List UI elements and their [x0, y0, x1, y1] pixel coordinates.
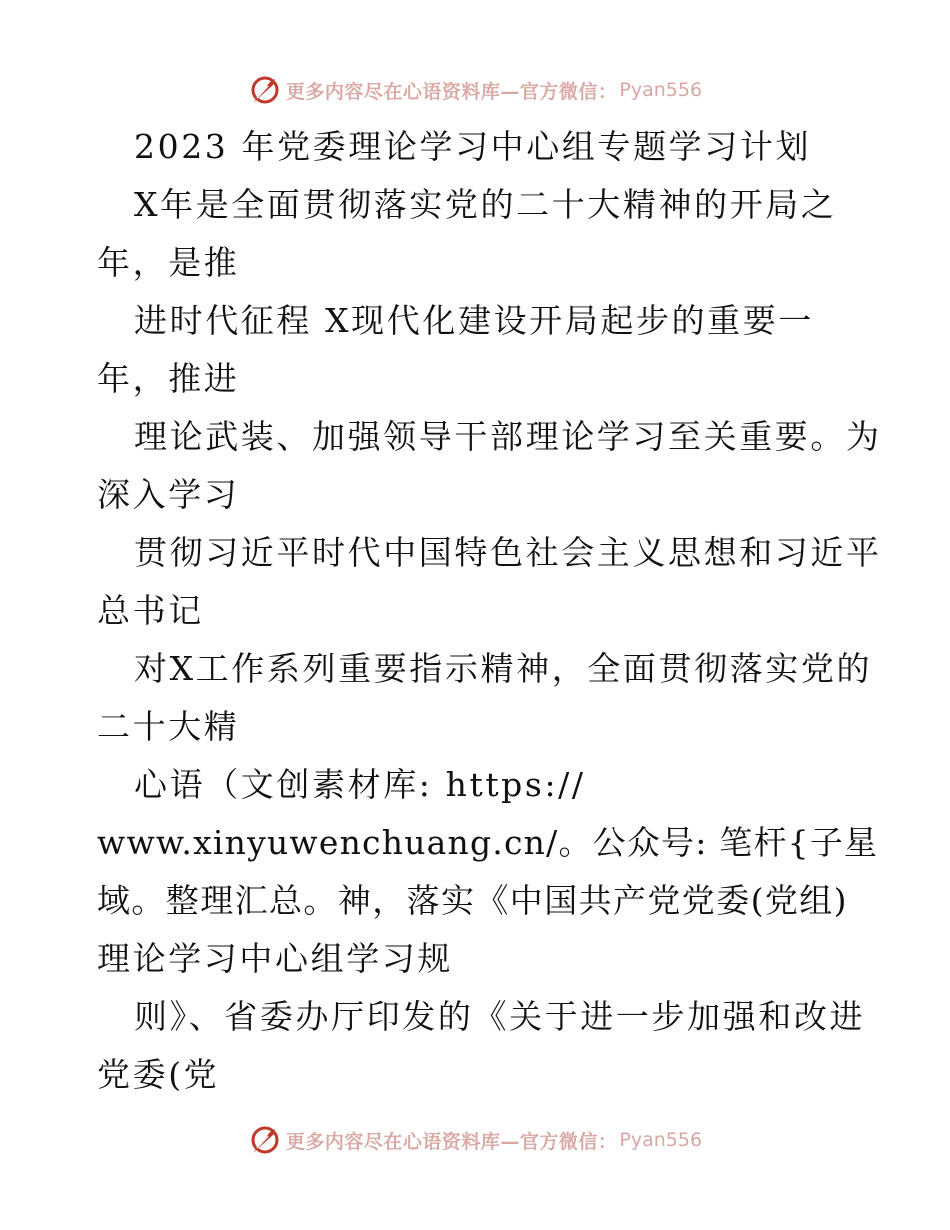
text-line: 理论学习中心组学习规: [97, 939, 453, 978]
text-line: 二十大精: [97, 707, 240, 746]
text-line: 深入学习: [97, 475, 240, 514]
text-line: X年是全面贯彻落实党的二十大精神的开局之: [134, 185, 837, 224]
watermark-wechat-id: Pyan556: [619, 79, 703, 101]
footer-watermark: [0, 1120, 950, 1160]
quill-pen-circle-icon: [248, 1123, 282, 1157]
text-line: 年，是推: [97, 243, 240, 282]
text-line: 心语（文创素材库: https://: [134, 765, 586, 804]
text-line: 党委(党: [97, 1055, 220, 1094]
text-line: 进时代征程 X现代化建设开局起步的重要一: [134, 301, 814, 340]
watermark-text: 更多内容尽在心语资料库—官方微信：: [285, 1130, 618, 1153]
text-line: 年，推进: [97, 359, 240, 398]
text-line: 理论武装、加强领导干部理论学习至关重要。为: [134, 417, 882, 456]
text-line: 总书记: [97, 591, 204, 630]
text-line: www.xinyuwenchuang.cn/。公众号: 笔杆{子星: [97, 823, 879, 862]
watermark-text: 更多内容尽在心语资料库—官方微信：: [285, 80, 618, 103]
header-watermark: [0, 70, 950, 110]
text-line: 域。整理汇总。神，落实《中国共产党党委(党组): [97, 881, 848, 920]
watermark-wechat-id: Pyan556: [619, 1129, 703, 1151]
text-line: 则》、省委办厅印发的《关于进一步加强和改进: [134, 997, 866, 1036]
text-line: 贯彻习近平时代中国特色社会主义思想和习近平: [134, 533, 882, 572]
quill-pen-circle-icon: [248, 73, 282, 107]
document-title: 2023 年党委理论学习中心组专题学习计划: [134, 127, 812, 166]
text-line: 对X工作系列重要指示精神，全面贯彻落实党的: [134, 649, 873, 688]
